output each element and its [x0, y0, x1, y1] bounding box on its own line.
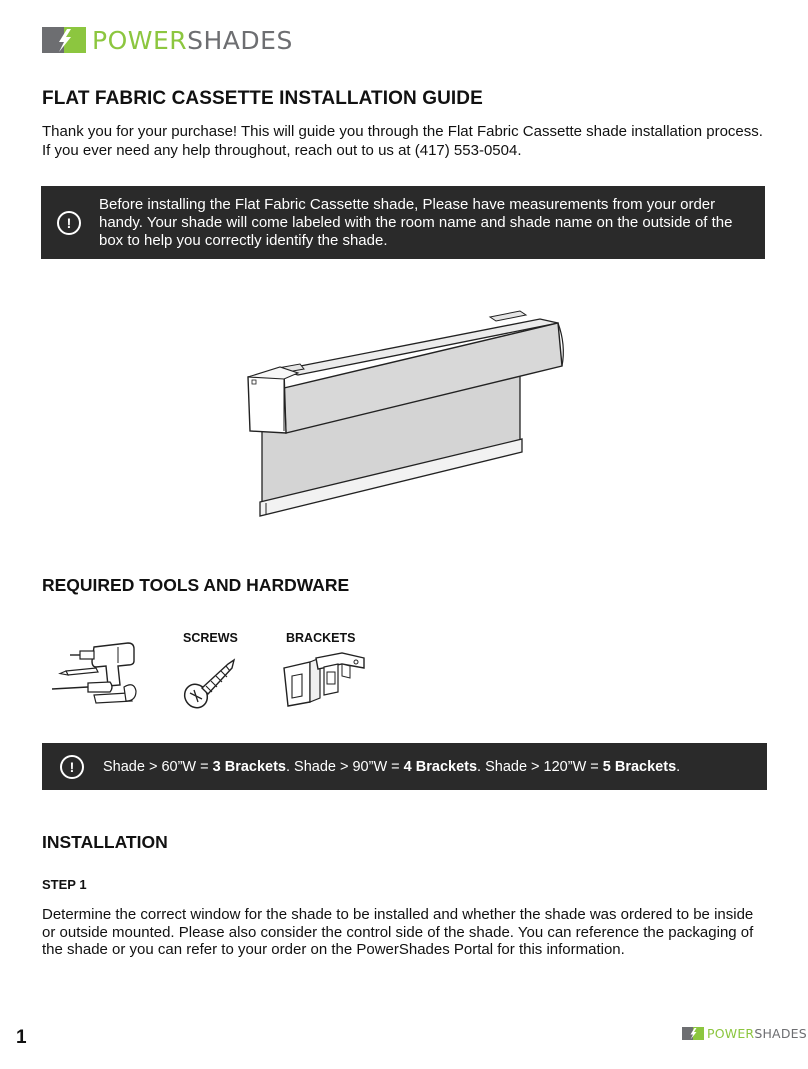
footer-logo-wordmark: POWERSHADES — [707, 1026, 807, 1041]
tools-heading: REQUIRED TOOLS AND HARDWARE — [42, 575, 350, 595]
logo-wordmark: POWERSHADES — [92, 25, 293, 55]
notice-text: Before installing the Flat Fabric Cassette shade, Please have measurements from your order handy. Your shade will come labeled with the room name and shade name on the outside of the box to help you correctly identify the shade. — [99, 195, 733, 249]
cassette-shade-illustration — [240, 305, 570, 530]
drill-and-tools-icon — [48, 635, 148, 710]
brackets-label: BRACKETS — [286, 631, 356, 645]
step-label: STEP 1 — [42, 877, 87, 892]
screws-label: SCREWS — [183, 631, 238, 645]
intro-paragraph: Thank you for your purchase! This will guide you through the Flat Fabric Cassette shade installation process. If you ever need any help throughout, reach out to us at (417) 553-0504. — [42, 123, 763, 159]
brand-logo — [42, 24, 293, 56]
page-number: 1 — [16, 1027, 27, 1048]
bracket-count-notice — [42, 743, 767, 790]
bracket-icon — [280, 650, 370, 710]
installation-heading: INSTALLATION — [42, 832, 168, 852]
alert-circle-icon: ! — [57, 211, 81, 235]
screw-icon — [182, 652, 242, 712]
logo-mark-icon — [42, 25, 86, 55]
notice-banner — [41, 186, 765, 259]
alert-circle-icon: ! — [60, 755, 84, 779]
footer-logo — [682, 1026, 807, 1041]
logo-mark-icon — [682, 1026, 704, 1041]
page-title: FLAT FABRIC CASSETTE INSTALLATION GUIDE — [42, 88, 483, 109]
step-text: Determine the correct window for the shade to be installed and whether the shade was ordered to be inside or outside mounted. Please also consider the control side of the shade. You can reference the packaging of the shade or you can refer to your order on the PowerShades Portal for this information. — [42, 906, 754, 958]
bracket-count-text: Shade > 60”W = 3 Brackets. Shade > 90”W = 4 Brackets. Shade > 120”W = 5 Brackets. — [103, 758, 681, 775]
